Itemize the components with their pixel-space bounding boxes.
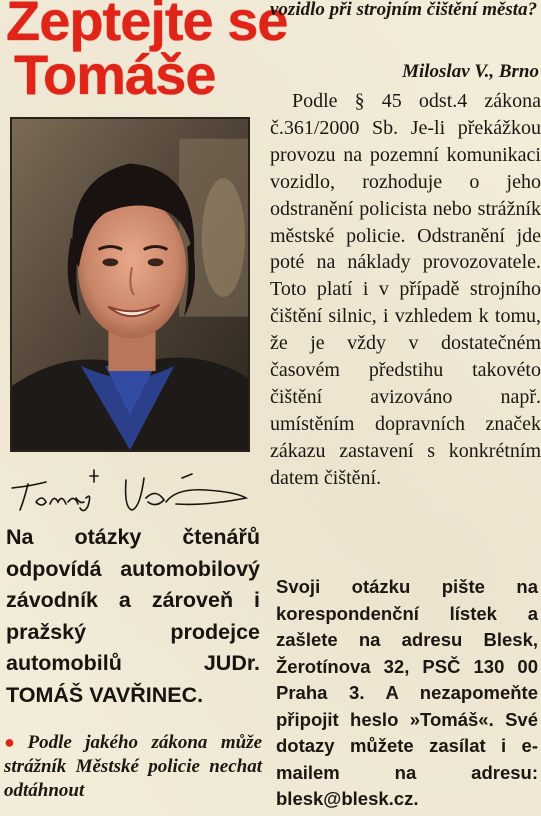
- portrait-illustration: [12, 119, 248, 450]
- question-author: Miloslav V., Brno: [402, 61, 539, 82]
- signature-drawing: [6, 458, 256, 526]
- red-dot-icon: ●: [4, 732, 24, 752]
- portrait-photo: [10, 117, 250, 452]
- reader-question-start: [4, 730, 262, 803]
- right-column: [270, 0, 541, 816]
- headline-line-2: Tomáše: [14, 43, 216, 106]
- handwritten-signature: [6, 458, 256, 526]
- contact-info: Svoji otázku pište na korespondenční lístek a zašlete na adresu Blesk, Žerotínova 32, PSČ 130 00 Praha 3. A nezapomeňte připojit heslo »Tomáš«. Své dotazy můžete zasílat i e-mailem na adresu: blesk@blesk.cz.: [276, 576, 538, 809]
- question-text-right: vozidlo při strojním čištění města?: [270, 0, 538, 20]
- headline: [0, 0, 288, 106]
- headline-line-1: Zeptejte se: [6, 0, 288, 52]
- question-text-left: Podle jakého zákona může strážník Městské policie nechat odtáhnout: [4, 732, 263, 801]
- intro-paragraph: Na otázky čtenářů odpovídá automobilový závodník a zároveň i pražský prodejce automobilů JUDr. TOMÁŠ VAVŘINEC.: [6, 525, 260, 707]
- answer-paragraph: Podle § 45 odst.4 zákona č.361/2000 Sb. Je-li překážkou provozu na pozemní komunikaci vozidlo, rozhoduje o jeho odstranění policista nebo strážník městské policie. Odstranění jde poté na náklady provozovatele. Toto platí i v případě strojního čištění silnic, i vzhledem k tomu, že je vždy v dostatečném časovém předstihu takovéto čištění avizováno např. umístěním dopravních značek zákazu zastavení s konkrétním datem čištění.: [270, 90, 541, 489]
